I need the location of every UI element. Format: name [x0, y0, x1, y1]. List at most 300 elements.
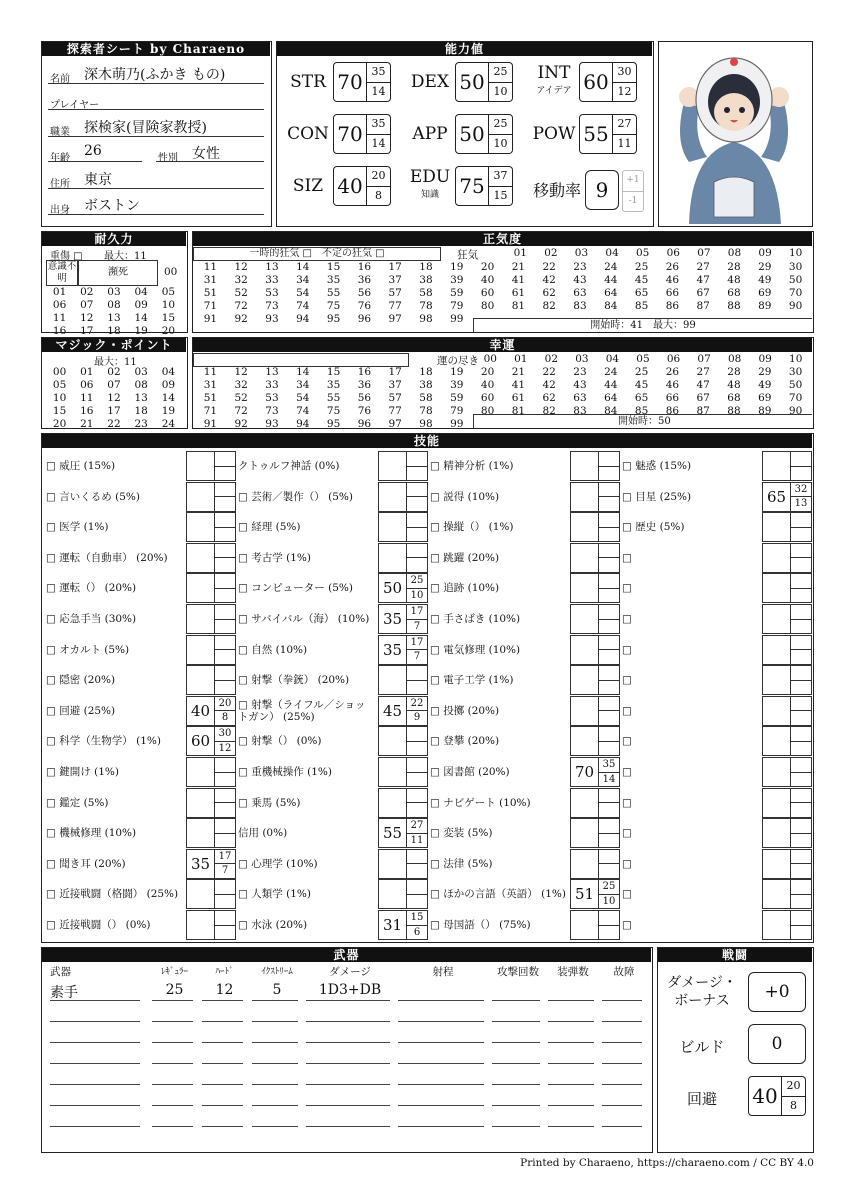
track-cell[interactable]: 51 — [203, 392, 218, 404]
track-cell[interactable]: 02 — [107, 366, 121, 378]
weapon-cell[interactable]: 1D3+DB — [318, 982, 382, 998]
track-cell[interactable]: 17 — [107, 405, 121, 417]
track-cell[interactable]: 83 — [573, 405, 587, 417]
skill-label[interactable]: □ — [622, 613, 632, 625]
skill-value[interactable] — [762, 818, 790, 848]
skill-value[interactable]: 60 — [186, 726, 214, 756]
track-cell[interactable]: 43 — [573, 274, 587, 286]
skill-value[interactable] — [378, 512, 406, 542]
track-cell[interactable]: 23 — [134, 418, 148, 430]
track-cell[interactable]: 29 — [758, 366, 772, 378]
track-cell[interactable]: 83 — [573, 300, 587, 312]
skill-value[interactable] — [570, 818, 598, 848]
track-cell[interactable]: 38 — [419, 379, 433, 391]
skill-label[interactable]: □ — [622, 796, 632, 809]
track-cell[interactable]: 47 — [696, 379, 710, 391]
track-cell[interactable]: 24 — [604, 366, 618, 378]
skill-label[interactable]: □ オカルト (5%) — [46, 643, 130, 656]
weapon-cell[interactable]: 12 — [215, 982, 234, 998]
track-cell[interactable]: 20 — [52, 418, 67, 430]
track-cell[interactable]: 27 — [696, 261, 710, 273]
track-cell[interactable]: 30 — [788, 366, 803, 378]
track-cell[interactable]: 77 — [388, 405, 402, 417]
skill-label[interactable]: □ 法律 (5%) — [430, 857, 493, 870]
ability-value[interactable]: 50 — [455, 114, 489, 154]
track-cell[interactable]: 50 — [788, 274, 803, 286]
track-cell[interactable]: 11 — [80, 392, 94, 404]
track-cell[interactable]: 19 — [450, 261, 464, 273]
track-cell[interactable]: 34 — [296, 379, 310, 391]
track-cell[interactable]: 90 — [788, 300, 803, 312]
skill-label[interactable]: □ 人類学 (1%) — [238, 888, 311, 901]
track-cell[interactable]: 99 — [450, 418, 464, 430]
track-cell[interactable]: 98 — [419, 418, 433, 430]
skill-label[interactable]: □ 魅惑 (15%) — [622, 460, 692, 472]
skill-value[interactable] — [570, 726, 598, 756]
skill-value[interactable]: 40 — [186, 696, 214, 726]
skill-label[interactable]: □ コンピューター (5%) — [238, 582, 353, 595]
track-cell[interactable]: 65 — [634, 287, 649, 299]
track-cell[interactable]: 28 — [727, 366, 741, 378]
track-cell[interactable]: 84 — [604, 405, 618, 417]
track-cell[interactable]: 25 — [634, 366, 649, 378]
skill-value[interactable] — [186, 818, 214, 848]
residence-value[interactable]: 東京 — [84, 172, 112, 188]
track-cell[interactable]: 49 — [758, 274, 772, 286]
track-cell[interactable]: 46 — [665, 274, 680, 286]
ability-value[interactable]: 50 — [455, 62, 489, 102]
track-cell[interactable]: 13 — [265, 261, 279, 273]
track-cell[interactable]: 35 — [326, 274, 341, 286]
skill-label[interactable]: □ 運転（自動車） (20%) — [46, 551, 168, 564]
skill-label[interactable]: □ 経理 (5%) — [238, 521, 301, 534]
skill-value[interactable] — [186, 543, 214, 573]
skill-label[interactable]: □ — [622, 888, 632, 901]
track-cell[interactable]: 08 — [727, 247, 742, 259]
track-cell[interactable]: 57 — [388, 287, 402, 299]
track-cell[interactable]: 04 — [605, 247, 619, 259]
name-value[interactable]: 深木萌乃(ふかき もの) — [84, 67, 226, 83]
track-cell[interactable]: 50 — [788, 379, 803, 391]
track-cell[interactable]: 25 — [634, 261, 649, 273]
track-cell[interactable]: 09 — [134, 299, 148, 311]
track-cell[interactable]: 56 — [357, 392, 372, 404]
skill-value[interactable] — [186, 604, 214, 634]
track-cell[interactable]: 12 — [107, 392, 121, 404]
track-cell[interactable]: 96 — [357, 313, 372, 325]
track-cell[interactable]: 51 — [203, 287, 218, 299]
track-cell[interactable]: 14 — [296, 261, 310, 273]
track-cell[interactable]: 22 — [542, 261, 556, 273]
skill-value[interactable]: 31 — [378, 910, 406, 940]
skill-label[interactable]: □ 変装 (5%) — [430, 827, 493, 840]
track-cell[interactable]: 64 — [604, 287, 618, 299]
track-cell[interactable]: 70 — [788, 392, 803, 404]
track-cell[interactable]: 69 — [758, 392, 772, 404]
skill-label[interactable]: □ 電気修理 (10%) — [430, 643, 521, 656]
track-cell[interactable]: 03 — [107, 286, 121, 298]
track-cell[interactable]: 97 — [388, 418, 402, 430]
ability-value[interactable]: 40 — [333, 166, 367, 206]
track-cell[interactable]: 20 — [480, 366, 495, 378]
track-cell[interactable]: 21 — [511, 366, 526, 378]
track-cell[interactable]: 79 — [450, 300, 464, 312]
track-cell[interactable]: 10 — [789, 353, 803, 365]
track-cell[interactable]: 07 — [80, 299, 94, 311]
skill-label[interactable]: □ 射撃（拳銃） (20%) — [238, 674, 350, 687]
track-cell[interactable]: 19 — [134, 325, 148, 337]
track-cell[interactable]: 06 — [666, 247, 680, 259]
skill-value[interactable] — [570, 910, 598, 940]
track-cell[interactable]: 15 — [326, 366, 341, 378]
track-cell[interactable]: 26 — [665, 261, 680, 273]
track-cell[interactable]: 81 — [511, 405, 526, 417]
track-cell[interactable]: 07 — [107, 379, 121, 391]
skill-label[interactable]: □ — [622, 582, 632, 595]
track-cell[interactable]: 74 — [296, 300, 310, 312]
skill-label[interactable]: □ 機械修理 (10%) — [46, 827, 137, 840]
track-cell[interactable]: 32 — [234, 274, 248, 286]
skill-label[interactable]: □ 乗馬 (5%) — [238, 796, 301, 809]
weapon-cell[interactable]: 素手 — [50, 985, 78, 1001]
skill-value[interactable] — [186, 665, 214, 695]
track-cell[interactable]: 34 — [296, 274, 310, 286]
track-cell[interactable]: 95 — [326, 418, 341, 430]
ability-value[interactable]: 60 — [579, 62, 613, 102]
track-cell[interactable]: 24 — [604, 261, 618, 273]
track-cell[interactable]: 35 — [326, 379, 341, 391]
skill-value[interactable] — [570, 482, 598, 512]
track-cell[interactable]: 73 — [265, 405, 279, 417]
track-cell[interactable]: 68 — [727, 392, 741, 404]
track-cell[interactable]: 92 — [234, 418, 248, 430]
skill-label[interactable]: □ 重機械操作 (1%) — [238, 766, 332, 778]
track-cell[interactable]: 75 — [326, 300, 341, 312]
track-cell[interactable]: 14 — [161, 392, 176, 404]
track-cell[interactable]: 59 — [450, 287, 464, 299]
skill-value[interactable]: 35 — [186, 849, 214, 879]
skill-value[interactable] — [186, 910, 214, 940]
track-cell[interactable]: 75 — [326, 405, 341, 417]
track-cell[interactable]: 16 — [80, 405, 94, 417]
track-cell[interactable]: 62 — [542, 287, 556, 299]
track-cell[interactable]: 01 — [52, 286, 67, 298]
skill-label[interactable]: □ 心理学 (10%) — [238, 857, 318, 870]
track-cell[interactable]: 18 — [419, 261, 433, 273]
track-cell[interactable]: 04 — [605, 353, 620, 365]
skill-value[interactable] — [378, 788, 406, 818]
track-cell[interactable]: 16 — [357, 366, 372, 378]
track-cell[interactable]: 42 — [542, 274, 556, 286]
track-cell[interactable]: 47 — [696, 274, 710, 286]
skill-value[interactable]: 65 — [762, 482, 790, 512]
skill-label[interactable]: □ — [622, 704, 632, 717]
track-cell[interactable]: 08 — [107, 299, 121, 311]
track-cell[interactable]: 08 — [727, 353, 742, 365]
track-cell[interactable]: 71 — [203, 300, 218, 312]
job-value[interactable]: 探検家(冒険家教授) — [84, 120, 207, 136]
track-cell[interactable]: 63 — [573, 287, 587, 299]
skill-value[interactable] — [378, 451, 406, 481]
skill-value[interactable] — [186, 482, 214, 512]
track-cell[interactable]: 13 — [134, 392, 148, 404]
track-cell[interactable]: 88 — [727, 300, 741, 312]
track-cell[interactable]: 66 — [665, 392, 680, 404]
skill-label[interactable]: □ — [622, 551, 632, 564]
track-cell[interactable]: 95 — [326, 313, 341, 325]
weapon-cell[interactable]: 5 — [272, 982, 282, 998]
skill-value[interactable] — [186, 451, 214, 481]
track-cell[interactable]: 90 — [788, 405, 803, 417]
skill-label[interactable]: □ 医学 (1%) — [46, 521, 109, 534]
track-cell[interactable]: 82 — [542, 405, 556, 417]
track-cell[interactable]: 86 — [665, 300, 680, 312]
skill-label[interactable]: □ 操縦（） (1%) — [430, 521, 514, 534]
skill-value[interactable] — [762, 879, 790, 909]
skill-label[interactable]: □ 図書館 (20%) — [430, 766, 510, 778]
track-cell[interactable]: 03 — [575, 353, 589, 365]
track-cell[interactable]: 52 — [234, 392, 248, 404]
track-cell[interactable]: 13 — [107, 312, 121, 324]
skill-label[interactable]: □ 説得 (10%) — [430, 490, 500, 503]
track-cell[interactable]: 76 — [357, 405, 372, 417]
skill-label[interactable]: □ 登攀 (20%) — [430, 735, 500, 748]
track-cell[interactable]: 67 — [696, 392, 710, 404]
track-cell[interactable]: 18 — [134, 405, 148, 417]
track-cell[interactable]: 04 — [161, 366, 176, 378]
skill-value[interactable] — [762, 849, 790, 879]
skill-value[interactable]: 35 — [378, 635, 406, 665]
skill-label[interactable]: □ ほかの言語（英語） (1%) — [430, 888, 566, 901]
skill-label[interactable]: □ ナビゲート (10%) — [430, 796, 531, 809]
track-cell[interactable]: 21 — [80, 418, 94, 430]
skill-value[interactable] — [570, 788, 598, 818]
skill-label[interactable]: □ — [622, 674, 632, 687]
track-cell[interactable]: 20 — [161, 325, 176, 337]
track-cell[interactable]: 98 — [419, 313, 433, 325]
track-cell[interactable]: 76 — [357, 300, 372, 312]
track-cell[interactable]: 22 — [542, 366, 556, 378]
skill-value[interactable] — [762, 696, 790, 726]
track-cell[interactable]: 56 — [357, 287, 372, 299]
skill-label[interactable]: □ 運転（） (20%) — [46, 582, 137, 595]
skill-label[interactable]: □ 母国語（） (75%) — [430, 919, 531, 931]
hp-zero[interactable]: 00 — [164, 266, 178, 278]
track-cell[interactable]: 08 — [134, 379, 148, 391]
track-cell[interactable]: 37 — [388, 379, 402, 391]
track-cell[interactable]: 31 — [203, 379, 218, 391]
track-cell[interactable]: 14 — [296, 366, 310, 378]
skill-label[interactable]: □ 歴史 (5%) — [622, 521, 685, 534]
track-cell[interactable]: 18 — [107, 325, 121, 337]
db-value[interactable]: +0 — [748, 972, 806, 1012]
build-value[interactable]: 0 — [748, 1024, 806, 1064]
skill-value[interactable] — [762, 635, 790, 665]
skill-label[interactable]: □ 隠密 (20%) — [46, 674, 116, 687]
track-cell[interactable]: 60 — [480, 287, 495, 299]
skill-label[interactable]: □ — [622, 827, 632, 840]
track-cell[interactable]: 36 — [357, 379, 372, 391]
track-cell[interactable]: 73 — [265, 300, 279, 312]
track-cell[interactable]: 14 — [134, 312, 148, 324]
track-cell[interactable]: 22 — [107, 418, 121, 430]
skill-label[interactable]: 信用 (0%) — [238, 827, 288, 840]
track-cell[interactable]: 07 — [697, 353, 711, 365]
track-cell[interactable]: 37 — [388, 274, 402, 286]
track-cell[interactable]: 04 — [134, 286, 148, 298]
skill-label[interactable]: □ 言いくるめ (5%) — [46, 490, 140, 503]
skill-label[interactable]: クトゥルフ神話 (0%) — [238, 460, 340, 472]
track-cell[interactable]: 85 — [634, 300, 649, 312]
track-cell[interactable]: 54 — [296, 392, 310, 404]
track-cell[interactable]: 01 — [514, 353, 528, 365]
track-cell[interactable]: 81 — [511, 300, 526, 312]
track-cell[interactable]: 03 — [134, 366, 148, 378]
skill-value[interactable]: 45 — [378, 696, 406, 726]
track-cell[interactable]: 41 — [511, 379, 526, 391]
track-cell[interactable]: 78 — [419, 300, 433, 312]
track-cell[interactable]: 72 — [234, 405, 248, 417]
track-cell[interactable]: 60 — [480, 392, 495, 404]
track-cell[interactable]: 06 — [666, 353, 681, 365]
track-cell[interactable]: 11 — [52, 312, 67, 324]
skill-value[interactable] — [762, 512, 790, 542]
track-cell[interactable]: 11 — [203, 261, 218, 273]
skill-value[interactable] — [762, 604, 790, 634]
ability-value[interactable]: 55 — [579, 114, 613, 154]
track-cell[interactable]: 15 — [326, 261, 341, 273]
track-cell[interactable]: 74 — [296, 405, 310, 417]
track-cell[interactable]: 17 — [80, 325, 94, 337]
track-cell[interactable]: 70 — [788, 287, 803, 299]
track-cell[interactable]: 18 — [419, 366, 433, 378]
skill-label[interactable]: □ 近接戦闘（） (0%) — [46, 919, 151, 931]
skill-value[interactable] — [378, 543, 406, 573]
track-cell[interactable]: 85 — [634, 405, 649, 417]
skill-value[interactable] — [762, 910, 790, 940]
track-cell[interactable]: 02 — [80, 286, 94, 298]
track-cell[interactable]: 05 — [636, 247, 650, 259]
major-wound-checkbox[interactable]: 重傷 □ — [50, 251, 83, 262]
track-cell[interactable]: 09 — [758, 247, 772, 259]
age-value[interactable]: 26 — [84, 143, 102, 159]
temp-insanity[interactable]: 一時的狂気 □ — [249, 248, 312, 259]
track-cell[interactable]: 33 — [265, 274, 279, 286]
track-cell[interactable]: 61 — [511, 287, 526, 299]
track-cell[interactable]: 02 — [544, 247, 558, 259]
skill-label[interactable]: □ 射撃（） (0%) — [238, 735, 322, 748]
track-cell[interactable]: 80 — [480, 405, 495, 417]
skill-label[interactable]: □ サバイバル（海） (10%) — [238, 613, 370, 625]
track-cell[interactable]: 54 — [296, 287, 310, 299]
track-cell[interactable]: 09 — [758, 353, 772, 365]
track-cell[interactable]: 55 — [326, 392, 341, 404]
sex-value[interactable]: 女性 — [192, 146, 220, 162]
skill-value[interactable]: 55 — [378, 818, 406, 848]
track-cell[interactable]: 48 — [727, 274, 741, 286]
skill-label[interactable]: □ 聞き耳 (20%) — [46, 857, 126, 870]
skill-value[interactable] — [570, 573, 598, 603]
skill-label[interactable]: □ 射撃（ライフル／ショットガン） (25%) — [238, 698, 366, 723]
skill-value[interactable] — [186, 757, 214, 787]
skill-label[interactable]: □ 応急手当 (30%) — [46, 613, 137, 625]
track-cell[interactable]: 11 — [203, 366, 218, 378]
track-cell[interactable]: 86 — [665, 405, 680, 417]
skill-value[interactable] — [570, 451, 598, 481]
track-cell[interactable]: 80 — [480, 300, 495, 312]
track-cell[interactable]: 55 — [326, 287, 341, 299]
ability-value[interactable]: 70 — [333, 62, 367, 102]
track-cell[interactable]: 10 — [52, 392, 67, 404]
track-cell[interactable]: 12 — [234, 261, 248, 273]
track-cell[interactable]: 89 — [758, 300, 772, 312]
track-cell[interactable]: 46 — [665, 379, 680, 391]
skill-value[interactable] — [762, 573, 790, 603]
track-cell[interactable]: 00 — [483, 353, 497, 365]
track-cell[interactable]: 39 — [450, 379, 464, 391]
track-cell[interactable]: 40 — [480, 274, 495, 286]
track-cell[interactable]: 65 — [634, 392, 649, 404]
skill-label[interactable]: □ 鍵開け (1%) — [46, 766, 119, 778]
track-cell[interactable]: 58 — [419, 392, 433, 404]
track-cell[interactable]: 87 — [696, 300, 710, 312]
skill-label[interactable]: □ 電子工学 (1%) — [430, 674, 514, 687]
dodge-value[interactable]: 40 — [748, 1076, 782, 1116]
track-cell[interactable]: 17 — [388, 366, 402, 378]
track-cell[interactable]: 15 — [52, 405, 67, 417]
skill-value[interactable] — [762, 543, 790, 573]
skill-label[interactable]: □ — [622, 735, 632, 748]
track-cell[interactable]: 48 — [727, 379, 741, 391]
skill-value[interactable] — [762, 665, 790, 695]
skill-label[interactable]: □ 回避 (25%) — [46, 704, 116, 717]
track-cell[interactable]: 23 — [573, 261, 587, 273]
skill-value[interactable] — [762, 451, 790, 481]
track-cell[interactable]: 09 — [161, 379, 176, 391]
skill-value[interactable] — [570, 543, 598, 573]
skill-value[interactable] — [570, 604, 598, 634]
track-cell[interactable]: 91 — [203, 313, 218, 325]
track-cell[interactable]: 24 — [161, 418, 176, 430]
ability-value[interactable]: 70 — [333, 114, 367, 154]
skill-label[interactable]: □ 手さばき (10%) — [430, 613, 521, 625]
track-cell[interactable]: 64 — [604, 392, 618, 404]
skill-label[interactable]: □ — [622, 643, 632, 656]
track-cell[interactable]: 36 — [357, 274, 372, 286]
skill-label[interactable]: □ 水泳 (20%) — [238, 919, 308, 931]
track-cell[interactable]: 05 — [52, 379, 67, 391]
track-cell[interactable]: 63 — [573, 392, 587, 404]
skill-label[interactable]: □ 考古学 (1%) — [238, 551, 311, 564]
skill-value[interactable] — [570, 635, 598, 665]
track-cell[interactable]: 15 — [161, 312, 176, 324]
skill-label[interactable]: □ 追跡 (10%) — [430, 582, 500, 595]
skill-value[interactable] — [762, 757, 790, 787]
skill-label[interactable]: □ 芸術／製作（） (5%) — [238, 490, 353, 503]
track-cell[interactable]: 17 — [388, 261, 402, 273]
track-cell[interactable]: 66 — [665, 287, 680, 299]
track-cell[interactable]: 53 — [265, 287, 279, 299]
skill-label[interactable]: □ 精神分析 (1%) — [430, 460, 514, 472]
track-cell[interactable]: 41 — [511, 274, 526, 286]
skill-label[interactable]: □ 鑑定 (5%) — [46, 796, 109, 809]
track-cell[interactable]: 69 — [758, 287, 772, 299]
track-cell[interactable]: 38 — [419, 274, 433, 286]
skill-value[interactable] — [762, 788, 790, 818]
track-cell[interactable]: 10 — [789, 247, 803, 259]
weapon-cell[interactable]: 25 — [165, 982, 184, 998]
track-cell[interactable]: 02 — [544, 353, 559, 365]
